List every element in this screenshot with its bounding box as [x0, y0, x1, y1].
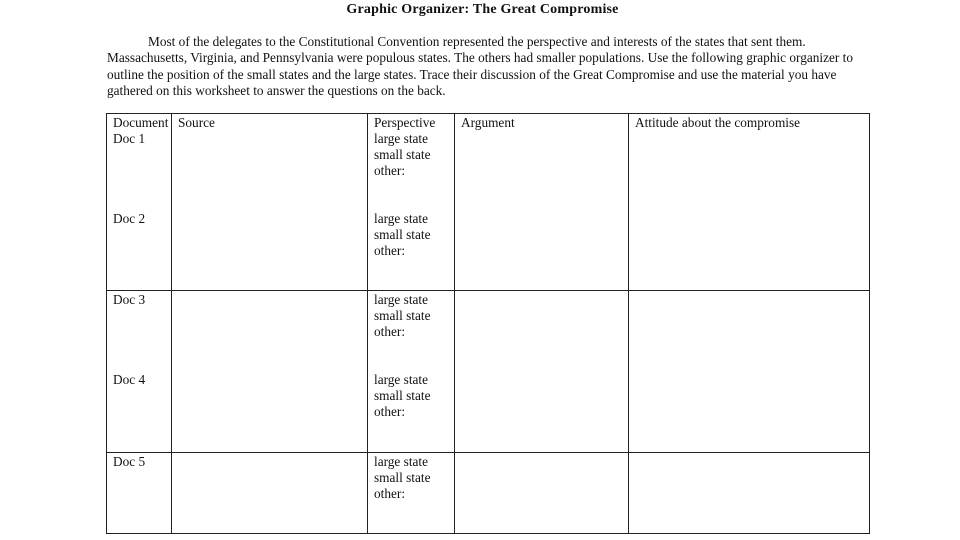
- option-small-state: small state: [374, 308, 431, 324]
- option-large-state: large state: [374, 211, 429, 226]
- document-cell: [107, 291, 172, 452]
- doc-5-label: Doc 5: [113, 453, 146, 469]
- perspective-cell[interactable]: [368, 452, 455, 533]
- attitude-cell[interactable]: [629, 452, 870, 533]
- option-other: other:: [374, 163, 406, 178]
- perspective-cell[interactable]: [368, 114, 455, 291]
- table-row: [107, 291, 870, 452]
- option-small-state: small state: [374, 388, 431, 404]
- option-large-state: large state: [374, 372, 429, 388]
- graphic-organizer-table: [106, 113, 870, 534]
- option-small-state: small state: [374, 469, 431, 485]
- option-other: other:: [374, 404, 406, 420]
- source-cell[interactable]: [172, 452, 368, 533]
- argument-cell[interactable]: [455, 114, 629, 291]
- doc-2-label: Doc 2: [113, 211, 146, 226]
- perspective-cell[interactable]: [368, 291, 455, 452]
- page-title: Graphic Organizer: The Great Compromise: [346, 2, 619, 17]
- header-document: Document: [113, 115, 169, 130]
- doc-4-label: Doc 4: [113, 372, 146, 388]
- source-cell[interactable]: [172, 291, 368, 452]
- doc-3-label: Doc 3: [113, 292, 146, 308]
- table-row: [107, 452, 870, 533]
- document-cell: [107, 114, 172, 291]
- table-row: [107, 114, 870, 291]
- doc-1-label: Doc 1: [113, 131, 146, 146]
- option-other: other:: [374, 485, 406, 501]
- header-attitude: Attitude about the compromise: [635, 115, 801, 130]
- argument-cell[interactable]: [455, 452, 629, 533]
- option-other: other:: [374, 324, 406, 340]
- option-large-state: large state: [374, 131, 429, 146]
- document-cell: [107, 452, 172, 533]
- header-perspective: Perspective: [374, 115, 436, 130]
- intro-paragraph: [107, 34, 869, 99]
- header-source: Source: [178, 115, 215, 130]
- argument-cell[interactable]: [455, 291, 629, 452]
- source-cell[interactable]: [172, 114, 368, 291]
- option-small-state: small state: [374, 227, 431, 242]
- attitude-cell[interactable]: [629, 291, 870, 452]
- intro-text: Most of the delegates to the Constitutional Convention represented the perspective and interests of the states that sent them. Massachusetts, Virginia, and Pennsylvania were populous states. The others had smaller populations. Use the following graphic organizer to outline the position of the small states and the large states. Trace their discussion of the Great Compromise and use the material you have gathered on this worksheet to answer the questions on the back.: [107, 34, 854, 98]
- option-large-state: large state: [374, 453, 429, 469]
- attitude-cell[interactable]: [629, 114, 870, 291]
- option-small-state: small state: [374, 147, 431, 162]
- option-large-state: large state: [374, 292, 429, 308]
- header-argument: Argument: [461, 115, 515, 130]
- option-other: other:: [374, 243, 406, 258]
